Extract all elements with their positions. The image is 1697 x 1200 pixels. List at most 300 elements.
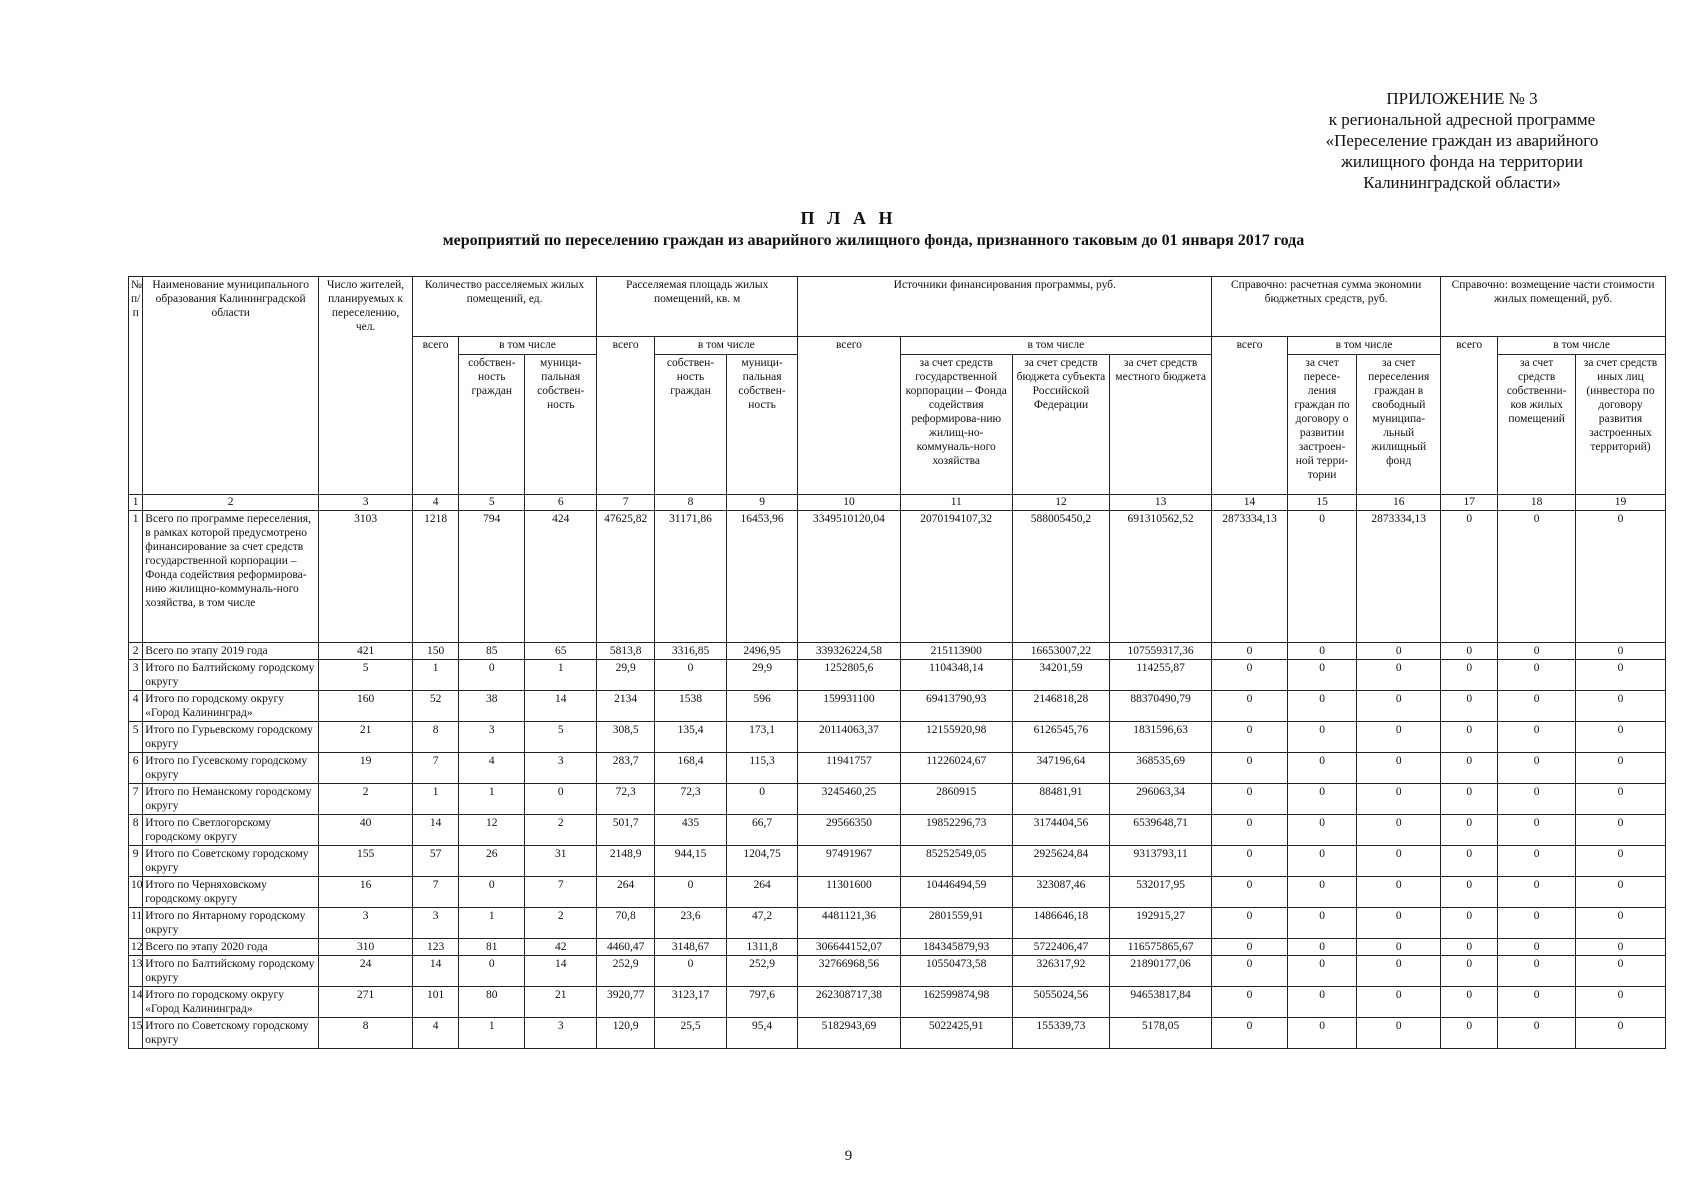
row-value: 66,7	[726, 815, 798, 846]
row-value: 80	[459, 987, 525, 1018]
row-value: 115,3	[726, 753, 798, 784]
row-value: 21890177,06	[1110, 956, 1212, 987]
row-value: 29,9	[597, 660, 655, 691]
row-value: 10550473,58	[900, 956, 1012, 987]
header-local-budget: за счет средств местного бюджета	[1110, 355, 1212, 495]
row-value: 271	[319, 987, 413, 1018]
row-municipality: Итого по городскому округу «Город Калининград»	[143, 987, 319, 1018]
row-number: 3	[129, 660, 143, 691]
row-value: 0	[1357, 660, 1441, 691]
row-value: 0	[1575, 511, 1665, 643]
row-value: 0	[1287, 784, 1356, 815]
row-value: 1	[459, 908, 525, 939]
row-value: 0	[1357, 846, 1441, 877]
header-comp-owners: за счет средств собственни-ков жилых помещений	[1498, 355, 1576, 495]
row-value: 72,3	[597, 784, 655, 815]
header-financing: Источники финансирования программы, руб.	[798, 277, 1212, 337]
row-value: 0	[459, 877, 525, 908]
row-value: 2925624,84	[1012, 846, 1109, 877]
row-value: 3349510120,04	[798, 511, 900, 643]
row-value: 0	[1575, 815, 1665, 846]
column-number: 11	[900, 495, 1012, 511]
row-value: 114255,87	[1110, 660, 1212, 691]
row-number: 12	[129, 939, 143, 956]
row-value: 0	[1287, 877, 1356, 908]
row-value: 14	[525, 691, 597, 722]
column-number: 12	[1012, 495, 1109, 511]
row-value: 0	[1498, 908, 1576, 939]
header-economy-free-fund: за счет переселения граждан в свободный муниципа-льный жилищный фонд	[1357, 355, 1441, 495]
row-municipality: Итого по Балтийскому городскому округу	[143, 660, 319, 691]
header-total: всего	[597, 337, 655, 495]
row-value: 794	[459, 511, 525, 643]
appendix-line: «Переселение граждан из аварийного	[1325, 131, 1599, 150]
table-row	[129, 643, 1666, 660]
row-value: 0	[1575, 908, 1665, 939]
row-value: 1486646,18	[1012, 908, 1109, 939]
plan-title: П Л А Н	[800, 208, 897, 228]
header-premises-count: Количество расселяемых жилых помещений, ед.	[413, 277, 597, 337]
row-value: 3	[525, 1018, 597, 1049]
row-value: 1	[413, 660, 459, 691]
header-including: в том числе	[655, 337, 798, 355]
row-value: 5	[319, 660, 413, 691]
row-value: 123	[413, 939, 459, 956]
row-value: 101	[413, 987, 459, 1018]
row-value: 4	[413, 1018, 459, 1049]
row-value: 3	[459, 722, 525, 753]
row-value: 691310562,52	[1110, 511, 1212, 643]
row-value: 2134	[597, 691, 655, 722]
row-number: 14	[129, 987, 143, 1018]
row-municipality: Итого по Балтийскому городскому округу	[143, 956, 319, 987]
row-value: 0	[1441, 722, 1498, 753]
row-value: 3	[413, 908, 459, 939]
row-value: 9313793,11	[1110, 846, 1212, 877]
row-value: 0	[1287, 1018, 1356, 1049]
row-value: 0	[1287, 987, 1356, 1018]
table-row	[129, 815, 1666, 846]
row-value: 5813,8	[597, 643, 655, 660]
row-municipality: Всего по этапу 2019 года	[143, 643, 319, 660]
row-value: 26	[459, 846, 525, 877]
row-value: 339326224,58	[798, 643, 900, 660]
row-value: 11941757	[798, 753, 900, 784]
row-value: 29566350	[798, 815, 900, 846]
row-value: 1	[459, 784, 525, 815]
column-number: 10	[798, 495, 900, 511]
row-value: 0	[1498, 956, 1576, 987]
row-value: 0	[1212, 1018, 1288, 1049]
column-number: 19	[1575, 495, 1665, 511]
row-value: 2146818,28	[1012, 691, 1109, 722]
row-value: 155339,73	[1012, 1018, 1109, 1049]
row-value: 0	[1357, 1018, 1441, 1049]
row-value: 0	[1212, 815, 1288, 846]
table-row	[129, 691, 1666, 722]
row-number: 7	[129, 784, 143, 815]
row-value: 262308717,38	[798, 987, 900, 1018]
row-value: 1	[459, 1018, 525, 1049]
row-value: 0	[1498, 939, 1576, 956]
row-value: 31171,86	[655, 511, 727, 643]
table-row	[129, 511, 1666, 643]
row-value: 797,6	[726, 987, 798, 1018]
row-value: 135,4	[655, 722, 727, 753]
row-value: 2148,9	[597, 846, 655, 877]
column-number: 7	[597, 495, 655, 511]
table-row	[129, 939, 1666, 956]
row-value: 5182943,69	[798, 1018, 900, 1049]
row-value: 0	[1441, 753, 1498, 784]
row-value: 3123,17	[655, 987, 727, 1018]
row-value: 159931100	[798, 691, 900, 722]
row-value: 173,1	[726, 722, 798, 753]
row-value: 52	[413, 691, 459, 722]
row-value: 0	[1212, 643, 1288, 660]
row-number: 2	[129, 643, 143, 660]
row-number: 10	[129, 877, 143, 908]
row-value: 107559317,36	[1110, 643, 1212, 660]
row-value: 0	[1212, 908, 1288, 939]
header-total: всего	[1212, 337, 1288, 495]
row-value: 1311,8	[726, 939, 798, 956]
table-row	[129, 987, 1666, 1018]
appendix-line: ПРИЛОЖЕНИЕ № 3	[1386, 89, 1538, 108]
row-value: 29,9	[726, 660, 798, 691]
row-number: 13	[129, 956, 143, 987]
row-number: 5	[129, 722, 143, 753]
row-value: 10446494,59	[900, 877, 1012, 908]
table-row	[129, 1018, 1666, 1049]
row-value: 310	[319, 939, 413, 956]
table-body	[129, 511, 1666, 1049]
row-value: 0	[1357, 815, 1441, 846]
header-total: всего	[798, 337, 900, 495]
row-value: 0	[1441, 691, 1498, 722]
column-number: 18	[1498, 495, 1576, 511]
header-citizens-owned: собствен-ность граждан	[655, 355, 727, 495]
row-value: 1252805,6	[798, 660, 900, 691]
row-value: 8	[319, 1018, 413, 1049]
column-number: 4	[413, 495, 459, 511]
row-value: 2496,95	[726, 643, 798, 660]
header-including: в том числе	[1287, 337, 1440, 355]
row-value: 0	[1287, 691, 1356, 722]
row-value: 25,5	[655, 1018, 727, 1049]
row-value: 0	[1212, 784, 1288, 815]
row-number: 4	[129, 691, 143, 722]
row-value: 0	[1498, 846, 1576, 877]
row-value: 0	[1212, 877, 1288, 908]
row-value: 2860915	[900, 784, 1012, 815]
row-value: 0	[525, 784, 597, 815]
row-value: 0	[1357, 753, 1441, 784]
row-value: 2	[525, 815, 597, 846]
header-municipal-owned: муници-пальная собствен-ность	[525, 355, 597, 495]
header-economy: Справочно: расчетная сумма экономии бюджетных средств, руб.	[1212, 277, 1441, 337]
row-value: 264	[597, 877, 655, 908]
row-number: 11	[129, 908, 143, 939]
row-value: 0	[1212, 722, 1288, 753]
row-value: 501,7	[597, 815, 655, 846]
row-value: 0	[1575, 643, 1665, 660]
header-total: всего	[1441, 337, 1498, 495]
row-value: 5055024,56	[1012, 987, 1109, 1018]
header-including: в том числе	[1498, 337, 1666, 355]
row-value: 215113900	[900, 643, 1012, 660]
row-value: 0	[1498, 815, 1576, 846]
row-value: 0	[1287, 939, 1356, 956]
header-including: в том числе	[459, 337, 597, 355]
row-value: 283,7	[597, 753, 655, 784]
row-value: 16453,96	[726, 511, 798, 643]
column-numbers-row	[129, 495, 1666, 511]
row-value: 0	[1212, 660, 1288, 691]
row-value: 192915,27	[1110, 908, 1212, 939]
row-value: 5	[525, 722, 597, 753]
row-value: 421	[319, 643, 413, 660]
row-value: 14	[413, 815, 459, 846]
row-value: 3245460,25	[798, 784, 900, 815]
row-value: 0	[1498, 987, 1576, 1018]
row-value: 0	[1575, 722, 1665, 753]
column-number: 14	[1212, 495, 1288, 511]
row-value: 0	[726, 784, 798, 815]
row-value: 12	[459, 815, 525, 846]
column-number: 1	[129, 495, 143, 511]
table-row	[129, 753, 1666, 784]
row-value: 5722406,47	[1012, 939, 1109, 956]
page-number: 9	[844, 1148, 853, 1164]
row-value: 1	[525, 660, 597, 691]
row-value: 0	[1575, 784, 1665, 815]
row-value: 19852296,73	[900, 815, 1012, 846]
row-value: 0	[1575, 660, 1665, 691]
row-value: 0	[1498, 722, 1576, 753]
row-value: 65	[525, 643, 597, 660]
header-total: всего	[413, 337, 459, 495]
row-value: 0	[1357, 987, 1441, 1018]
row-value: 0	[1287, 511, 1356, 643]
row-value: 0	[1498, 511, 1576, 643]
row-value: 0	[1287, 643, 1356, 660]
row-value: 12155920,98	[900, 722, 1012, 753]
row-value: 588005450,2	[1012, 511, 1109, 643]
row-municipality: Итого по Черняховскому городскому округу	[143, 877, 319, 908]
column-number: 6	[525, 495, 597, 511]
row-value: 0	[1575, 939, 1665, 956]
row-value: 24	[319, 956, 413, 987]
row-value: 88481,91	[1012, 784, 1109, 815]
header-including: в том числе	[900, 337, 1212, 355]
row-value: 296063,34	[1110, 784, 1212, 815]
header-compensation: Справочно: возмещение части стоимости жилых помещений, руб.	[1441, 277, 1666, 337]
header-municipal-owned: муници-пальная собствен-ность	[726, 355, 798, 495]
row-value: 162599874,98	[900, 987, 1012, 1018]
row-value: 2070194107,32	[900, 511, 1012, 643]
row-value: 2801559,91	[900, 908, 1012, 939]
row-municipality: Итого по Неманскому городскому округу	[143, 784, 319, 815]
column-number: 17	[1441, 495, 1498, 511]
row-value: 34201,59	[1012, 660, 1109, 691]
row-value: 11226024,67	[900, 753, 1012, 784]
row-value: 0	[1575, 691, 1665, 722]
row-value: 326317,92	[1012, 956, 1109, 987]
row-value: 0	[1287, 815, 1356, 846]
header-comp-investors: за счет средств иных лиц (инвестора по договору развития застроенных территорий)	[1575, 355, 1665, 495]
row-municipality: Итого по Светлогорскому городскому округу	[143, 815, 319, 846]
row-value: 69413790,93	[900, 691, 1012, 722]
row-value: 252,9	[726, 956, 798, 987]
row-value: 0	[1441, 1018, 1498, 1049]
row-value: 264	[726, 877, 798, 908]
row-number: 8	[129, 815, 143, 846]
appendix-block	[1262, 88, 1662, 193]
row-value: 0	[1575, 846, 1665, 877]
row-value: 0	[1357, 939, 1441, 956]
row-value: 3148,67	[655, 939, 727, 956]
row-value: 47,2	[726, 908, 798, 939]
row-value: 944,15	[655, 846, 727, 877]
row-value: 424	[525, 511, 597, 643]
row-value: 70,8	[597, 908, 655, 939]
row-value: 0	[1287, 846, 1356, 877]
row-value: 0	[1575, 987, 1665, 1018]
row-value: 0	[1498, 1018, 1576, 1049]
row-value: 155	[319, 846, 413, 877]
row-municipality: Итого по Гурьевскому городскому округу	[143, 722, 319, 753]
row-value: 7	[413, 753, 459, 784]
row-value: 3	[319, 908, 413, 939]
header-fund: за счет средств государственной корпорации – Фонда содействия реформирова-нию жилищ-но-коммуналь-ного хозяйства	[900, 355, 1012, 495]
row-value: 0	[1441, 987, 1498, 1018]
row-value: 0	[1287, 908, 1356, 939]
row-value: 14	[525, 956, 597, 987]
row-value: 0	[1575, 956, 1665, 987]
row-value: 0	[1212, 939, 1288, 956]
row-municipality: Всего по программе переселения, в рамках которой предусмотрено финансирование за счет средств государственной корпорации – Фонда содействия реформирова-нию жилищно-коммуналь-ного хозяйства, в том числе	[143, 511, 319, 643]
row-value: 21	[525, 987, 597, 1018]
row-value: 0	[1357, 908, 1441, 939]
row-value: 0	[1212, 753, 1288, 784]
appendix-line: жилищного фонда на территории	[1341, 152, 1583, 171]
header-num: № п/п	[129, 277, 143, 495]
row-value: 168,4	[655, 753, 727, 784]
row-value: 0	[1575, 753, 1665, 784]
row-value: 2873334,13	[1212, 511, 1288, 643]
appendix-line: Калининградской области»	[1363, 173, 1561, 192]
row-value: 596	[726, 691, 798, 722]
column-number: 9	[726, 495, 798, 511]
row-value: 0	[1357, 643, 1441, 660]
row-value: 0	[1287, 753, 1356, 784]
row-value: 31	[525, 846, 597, 877]
row-value: 97491967	[798, 846, 900, 877]
row-value: 0	[1441, 815, 1498, 846]
row-municipality: Итого по Янтарному городскому округу	[143, 908, 319, 939]
row-value: 7	[525, 877, 597, 908]
row-value: 0	[1441, 877, 1498, 908]
row-value: 184345879,93	[900, 939, 1012, 956]
row-value: 0	[1441, 511, 1498, 643]
row-value: 0	[1498, 784, 1576, 815]
row-value: 532017,95	[1110, 877, 1212, 908]
row-value: 0	[1212, 691, 1288, 722]
plan-subtitle: мероприятий по переселению граждан из аварийного жилищного фонда, признанного таковым до 01 января 2017 года	[442, 232, 1305, 249]
row-number: 1	[129, 511, 143, 643]
row-value: 0	[1212, 956, 1288, 987]
column-number: 2	[143, 495, 319, 511]
table-row	[129, 956, 1666, 987]
row-number: 15	[129, 1018, 143, 1049]
row-value: 0	[1357, 691, 1441, 722]
row-value: 3103	[319, 511, 413, 643]
column-number: 16	[1357, 495, 1441, 511]
row-municipality: Итого по Гусевскому городскому округу	[143, 753, 319, 784]
row-value: 323087,46	[1012, 877, 1109, 908]
header-regional-budget: за счет средств бюджета субъекта Российской Федерации	[1012, 355, 1109, 495]
row-value: 2	[319, 784, 413, 815]
table-row	[129, 908, 1666, 939]
row-value: 38	[459, 691, 525, 722]
row-number: 9	[129, 846, 143, 877]
row-value: 57	[413, 846, 459, 877]
row-value: 3316,85	[655, 643, 727, 660]
row-value: 0	[1441, 908, 1498, 939]
row-value: 160	[319, 691, 413, 722]
row-value: 0	[459, 956, 525, 987]
row-value: 23,6	[655, 908, 727, 939]
row-value: 7	[413, 877, 459, 908]
row-value: 3920,77	[597, 987, 655, 1018]
row-value: 95,4	[726, 1018, 798, 1049]
row-value: 0	[1575, 877, 1665, 908]
row-value: 1204,75	[726, 846, 798, 877]
row-value: 0	[1498, 753, 1576, 784]
row-value: 88370490,79	[1110, 691, 1212, 722]
row-value: 85	[459, 643, 525, 660]
column-number: 8	[655, 495, 727, 511]
row-value: 308,5	[597, 722, 655, 753]
row-value: 0	[1212, 846, 1288, 877]
row-value: 4	[459, 753, 525, 784]
column-number: 3	[319, 495, 413, 511]
row-value: 47625,82	[597, 511, 655, 643]
row-value: 20114063,37	[798, 722, 900, 753]
row-value: 81	[459, 939, 525, 956]
row-value: 1538	[655, 691, 727, 722]
row-value: 150	[413, 643, 459, 660]
row-value: 14	[413, 956, 459, 987]
row-municipality: Итого по городскому округу «Город Калининград»	[143, 691, 319, 722]
row-value: 21	[319, 722, 413, 753]
table-row	[129, 877, 1666, 908]
row-municipality: Итого по Советскому городскому округу	[143, 846, 319, 877]
row-value: 0	[1357, 722, 1441, 753]
table-row	[129, 846, 1666, 877]
row-value: 19	[319, 753, 413, 784]
table-row	[129, 660, 1666, 691]
row-value: 0	[1212, 987, 1288, 1018]
row-value: 8	[413, 722, 459, 753]
row-value: 1	[413, 784, 459, 815]
header-municipality: Наименование муниципального образования Калининградской области	[143, 277, 319, 495]
row-value: 1104348,14	[900, 660, 1012, 691]
row-value: 6539648,71	[1110, 815, 1212, 846]
row-value: 120,9	[597, 1018, 655, 1049]
row-value: 0	[655, 956, 727, 987]
